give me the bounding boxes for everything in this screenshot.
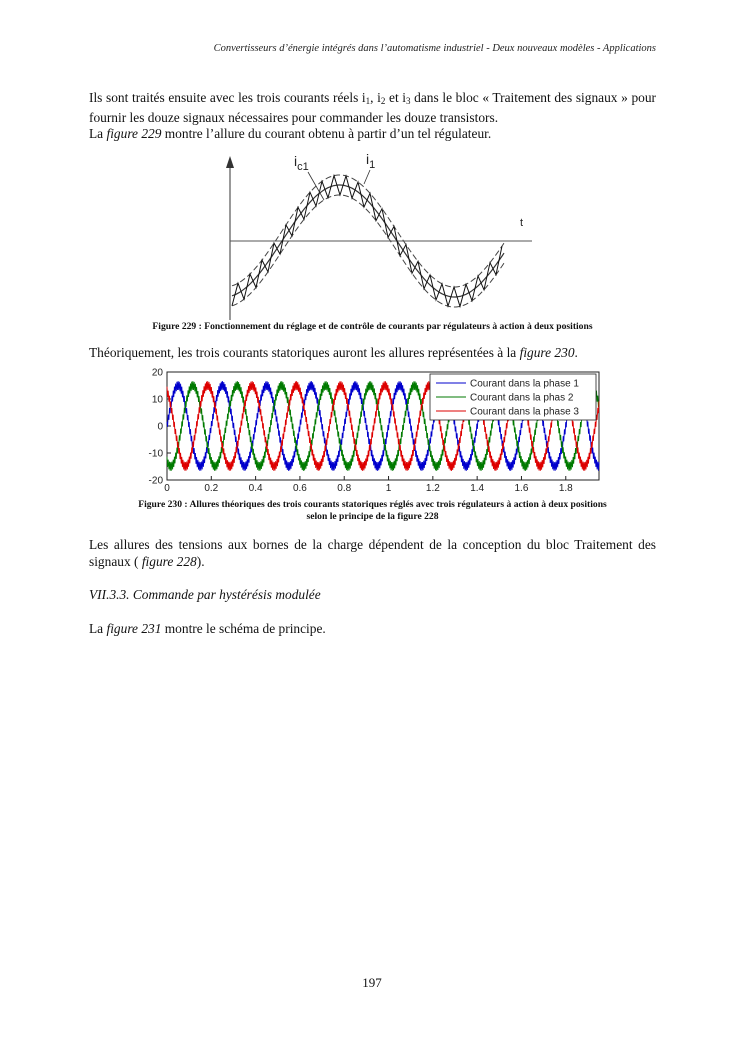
text: . — [574, 345, 578, 360]
text: La — [89, 621, 107, 636]
subscript: 3 — [406, 96, 411, 106]
y-tick-label: -10 — [148, 448, 163, 460]
y-tick-label: 0 — [157, 421, 163, 433]
text: ). — [196, 553, 205, 569]
figure-reference: figure 230 — [519, 345, 575, 360]
figure-reference: figure 229 — [106, 126, 162, 141]
label-i1: $i_1$ — [366, 151, 376, 171]
figure-reference: figure 228 — [141, 553, 197, 569]
text: montre l’allure du courant obtenu à partir d’un tel régulateur. — [161, 126, 492, 141]
page-number: 197 — [362, 975, 382, 990]
paragraph-4 — [89, 621, 656, 638]
legend-label: Courant dans la phase 1 — [470, 378, 579, 390]
figure-reference: figure 231 — [106, 621, 162, 636]
text: La — [89, 126, 107, 141]
caption-line-1: Figure 230 : Allures théoriques des trois courants statoriques réglés avec trois régulateurs à action à deux positions — [138, 499, 607, 510]
x-tick-label: 0.2 — [204, 483, 219, 494]
x-tick-label: 1.4 — [470, 483, 485, 494]
figure-230-chart — [142, 364, 612, 494]
caption-line-2: selon le principe de la figure 228 — [306, 511, 439, 522]
legend — [430, 374, 596, 420]
paragraph-1 — [89, 90, 656, 143]
text: dans le bloc « Traitement des signaux » pour fournir les douze signaux nécessaires pour commander les douze transistors. — [89, 90, 656, 125]
y-tick-label: 20 — [151, 367, 163, 379]
x-tick-label: 0 — [164, 483, 170, 494]
text: , i — [370, 90, 381, 105]
x-tick-label: 1 — [385, 483, 392, 494]
figure-230-caption — [89, 499, 656, 523]
x-tick-label: 0.4 — [248, 483, 263, 494]
text: Ils sont traités ensuite avec les trois courants réels i — [89, 90, 366, 105]
x-tick-label: 1.6 — [514, 483, 529, 494]
text: et i — [385, 90, 407, 105]
y-axis-arrow — [226, 156, 234, 168]
label-t: t — [520, 217, 524, 229]
upper-band — [232, 175, 504, 287]
running-header: Convertisseurs d’énergie intégrés dans l’automatisme industriel - Deux nouveaux modèles - Applications — [213, 43, 656, 54]
text: Théoriquement, les trois courants statoriques auront les allures représentées à la — [89, 345, 520, 360]
section-heading: VII.3.3. Commande par hystérésis modulée — [89, 587, 321, 602]
subscript: 1 — [365, 96, 371, 106]
paragraph-3 — [89, 537, 656, 570]
legend-label: Courant dans la phas 2 — [470, 392, 574, 404]
text: Les allures des tensions aux bornes de la charge dépendent de la conception du bloc Traitement des signaux ( — [89, 537, 656, 569]
x-tick-label: 1.8 — [558, 483, 573, 494]
text: montre le schéma de principe. — [161, 621, 326, 636]
x-tick-label: 0.6 — [292, 483, 307, 494]
subscript: 2 — [380, 96, 386, 106]
x-tick-label: 1.2 — [425, 483, 440, 494]
y-tick-label: 10 — [151, 394, 163, 406]
y-tick-label: -20 — [148, 475, 163, 487]
leader-i1 — [364, 170, 370, 184]
paragraph-2 — [89, 345, 656, 362]
figure-229-diagram — [222, 150, 538, 322]
figure-229-caption: Figure 229 : Fonctionnement du réglage et de contrôle de courants par régulateurs à action à deux positions — [152, 321, 593, 332]
label-ic1: $i_{c1}$ — [294, 153, 309, 173]
x-tick-label: 0.8 — [337, 483, 352, 494]
legend-label: Courant dans la phase 3 — [470, 406, 579, 418]
